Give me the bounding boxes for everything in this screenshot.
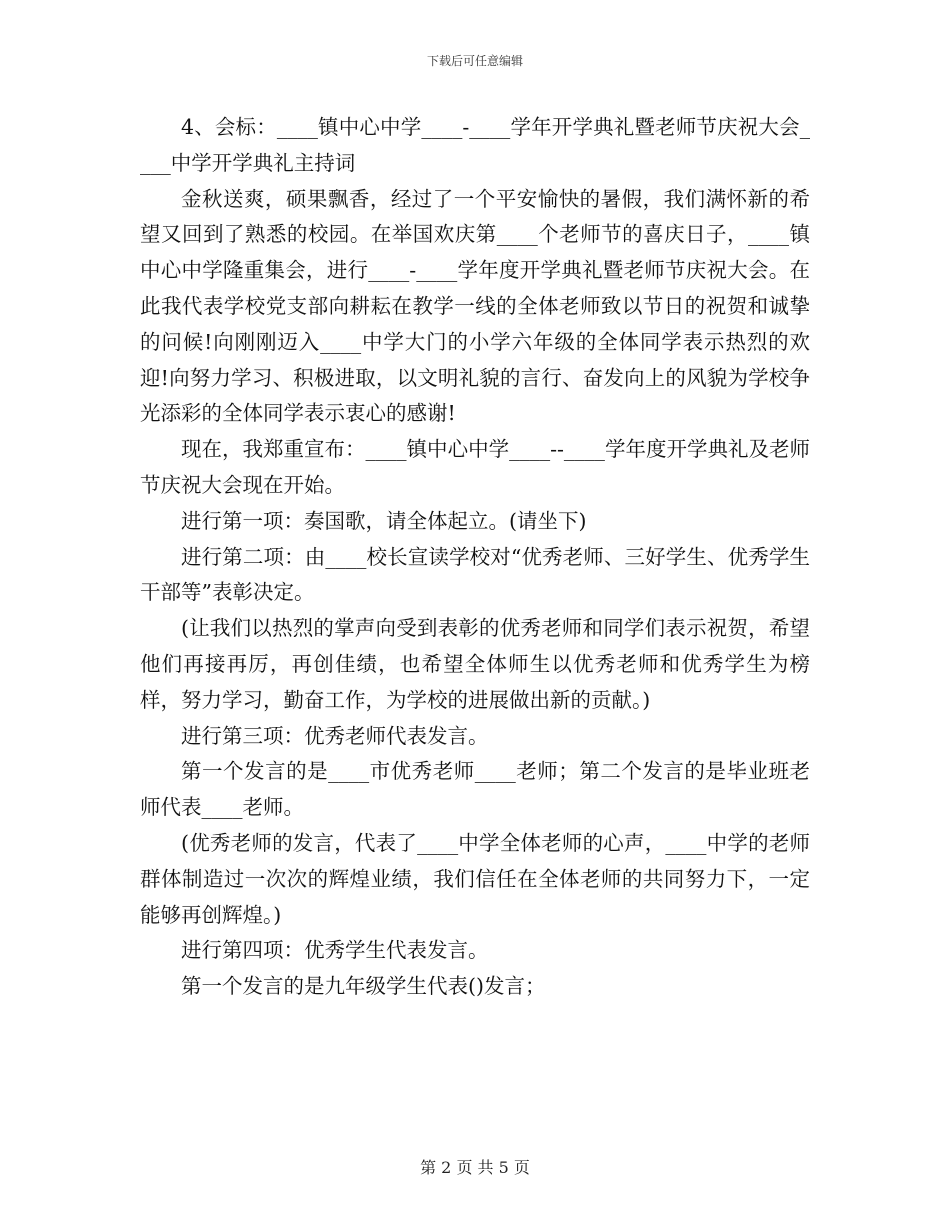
paragraph-item-3: 进行第三项：优秀老师代表发言。 xyxy=(181,723,489,748)
page-number-footer: 第 2 页 共 5 页 xyxy=(420,1158,530,1177)
paragraph-item-3-note: (优秀老师的发言，代表了____中学全体老师的心声，____中学的老师群体制造过一次次的辉煌业绩，我们信任在全体老师的共同努力下，一定能够再创辉煌。) xyxy=(140,830,810,927)
paragraph-item-4-speaker: 第一个发言的是九年级学生代表()发言； xyxy=(181,974,546,999)
paragraph-item-2: 进行第二项：由____校长宣读学校对“优秀老师、三好学生、优秀学生干部等”表彰决定。 xyxy=(140,544,810,605)
paragraph-item-2-note: (让我们以热烈的掌声向受到表彰的优秀老师和同学们表示祝贺，希望他们再接再厉，再创佳绩，也希望全体师生以优秀老师和优秀学生为榜样，努力学习，勤奋工作，为学校的进展做出新的贡献。) xyxy=(140,616,810,712)
paragraph-title: 4、会标：____镇中心中学____-____学年开学典礼暨老师节庆祝大会____中学开学典礼主持词 xyxy=(140,115,810,175)
page-header-note: 下载后可任意编辑 xyxy=(426,54,523,68)
paragraph-announcement: 现在，我郑重宣布：____镇中心中学____--____学年度开学典礼及老师节庆祝大会现在开始。 xyxy=(140,437,810,497)
paragraph-opening: 金秋送爽，硕果飘香，经过了一个平安愉快的暑假，我们满怀新的希望又回到了熟悉的校园。在举国欢庆第____个老师节的喜庆日子，____镇中心中学隆重集会，进行____-____学年度开学典礼暨老师节庆祝大会。在此我代表学校党支部向耕耘在教学一线的全体老师致以节日的祝贺和诚挚的问候!向刚刚迈入____中学大门的小学六年级的全体同学表示热烈的欢迎!向努力学习、积极进取，以文明礼貌的言行、奋发向上的风貌为学校争光添彩的全体同学表示衷心的感谢! xyxy=(140,186,810,426)
document-body xyxy=(140,110,810,1005)
paragraph-item-4: 进行第四项：优秀学生代表发言。 xyxy=(181,938,489,963)
paragraph-item-3-speakers: 第一个发言的是____市优秀老师____老师；第二个发言的是毕业班老师代表____老师。 xyxy=(140,759,810,820)
paragraph-item-1: 进行第一项：奏国歌，请全体起立。(请坐下) xyxy=(181,508,587,533)
